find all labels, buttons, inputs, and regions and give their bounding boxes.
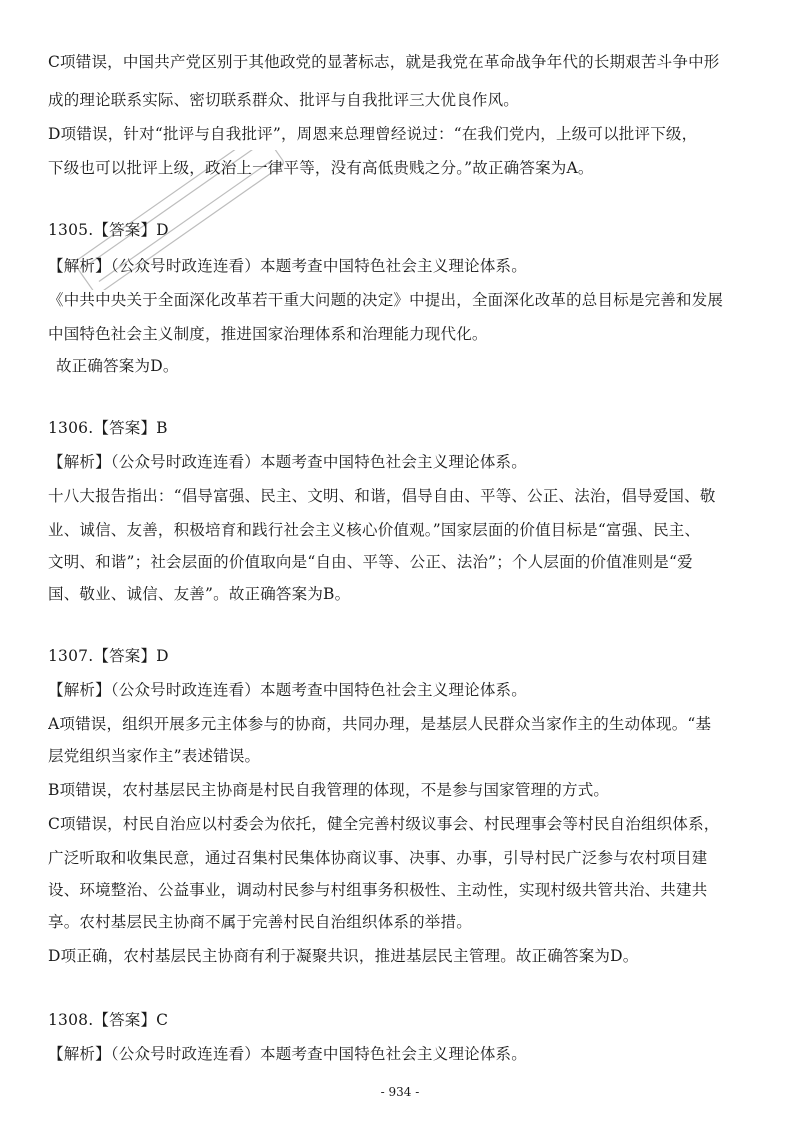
text-line: 国、敬业、诚信、友善”。故正确答案为B。 — [48, 585, 351, 603]
text-line-b-option: B项错误，农村基层民主协商是村民自我管理的体现，不是参与国家管理的方式。 — [48, 781, 610, 799]
text-line-a-option: A项错误，组织开展多元主体参与的协商，共同办理，是基层人民群众当家作主的生动体现。“基 — [48, 715, 712, 733]
text-line-d-option: D项错误，针对“批评与自我批评”，周恩来总理曾经说过：“在我们党内，上级可以批评下级， — [48, 125, 698, 143]
text-line-c-option: C项错误，中国共产党区别于其他政党的显著标志，就是我党在革命战争年代的长期艰苦斗争中形 — [48, 53, 720, 71]
text-line: 设、环境整治、公益事业，调动村民参与村组事务积极性、主动性，实现村级共管共治、共建共 — [48, 881, 708, 899]
answer-heading-1307: 1307.【答案】D — [48, 647, 169, 665]
text-line-d-option: D项正确，农村基层民主协商有利于凝聚共识，推进基层民主管理。故正确答案为D。 — [48, 947, 639, 965]
analysis-label: 【解析】（公众号时政连连看）本题考查中国特色社会主义理论体系。 — [48, 1045, 527, 1063]
text-line: 广泛听取和收集民意，通过召集村民集体协商议事、决事、办事，引导村民广泛参与农村项目建 — [48, 849, 708, 867]
text-line: 享。农村基层民主协商不属于完善村民自治组织体系的举措。 — [48, 913, 472, 931]
text-line: 中国特色社会主义制度，推进国家治理体系和治理能力现代化。 — [48, 325, 488, 343]
answer-heading-1305: 1305.【答案】D — [48, 221, 169, 239]
analysis-label: 【解析】（公众号时政连连看）本题考查中国特色社会主义理论体系。 — [48, 453, 527, 471]
analysis-label: 【解析】（公众号时政连连看）本题考查中国特色社会主义理论体系。 — [48, 257, 527, 275]
answer-heading-1308: 1308.【答案】C — [48, 1011, 169, 1029]
text-line: 十八大报告指出：“倡导富强、民主、文明、和谐，倡导自由、平等、公正、法治，倡导爱国、敬 — [48, 487, 716, 505]
answer-heading-1306: 1306.【答案】B — [48, 419, 168, 437]
text-line: 文明、和谐”；社会层面的价值取向是“自由、平等、公正、法治”；个人层面的价值准则是“爱 — [48, 553, 693, 571]
analysis-label: 【解析】（公众号时政连连看）本题考查中国特色社会主义理论体系。 — [48, 681, 527, 699]
text-line-c-option: C项错误，村民自治应以村委会为依托，健全完善村级议事会、村民理事会等村民自治组织体系， — [48, 815, 720, 833]
page-number: - 934 - — [380, 1085, 420, 1099]
text-line: 《中共中央关于全面深化改革若干重大问题的决定》中提出，全面深化改革的总目标是完善和发展 — [48, 291, 724, 309]
text-line: 成的理论联系实际、密切联系群众、批评与自我批评三大优良作风。 — [48, 91, 520, 109]
text-line: 下级也可以批评上级，政治上一律平等，没有高低贵贱之分。”故正确答案为A。 — [48, 159, 594, 177]
text-line: 层党组织当家作主”表述错误。 — [48, 747, 261, 765]
text-line: 故正确答案为D。 — [56, 357, 179, 375]
text-line: 业、诚信、友善，积极培育和践行社会主义核心价值观。”国家层面的价值目标是“富强、民主、 — [48, 521, 701, 539]
